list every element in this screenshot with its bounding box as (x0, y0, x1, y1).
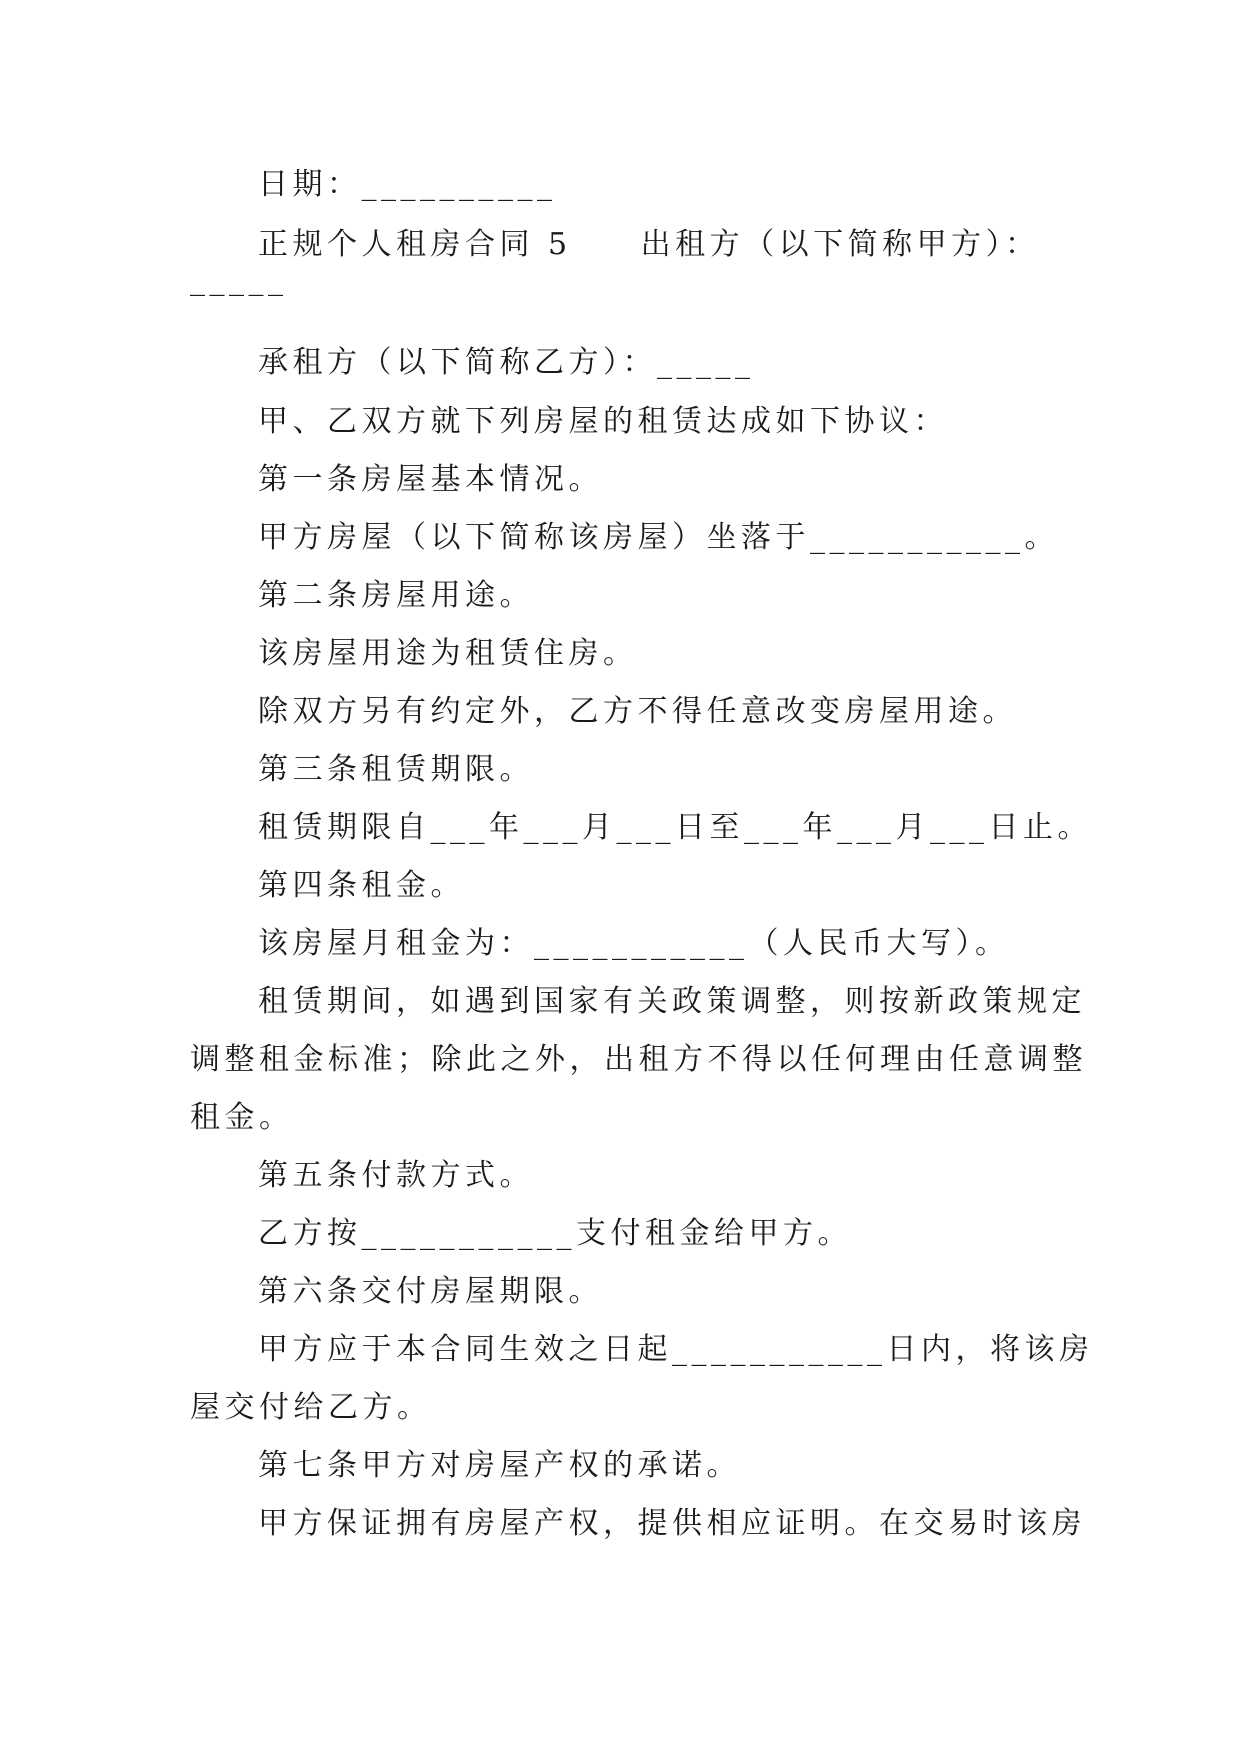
article-4-body-2-end: 租金。 (190, 1100, 294, 1135)
article-4-body-1: 该房屋月租金为：___________（人民币大写）。 (258, 926, 1010, 961)
article-1-body: 甲方房屋（以下简称该房屋）坐落于___________。 (258, 520, 1059, 555)
article-5-heading: 第五条付款方式。 (258, 1158, 534, 1193)
article-2-heading: 第二条房屋用途。 (258, 578, 534, 613)
article-4-body-2: 租赁期间，如遇到国家有关政策调整，则按新政策规定 (258, 984, 1086, 1019)
lessor-blank-line: _____ (190, 262, 288, 297)
agreement-intro: 甲、乙双方就下列房屋的租赁达成如下协议： (258, 404, 948, 439)
title-and-lessor-line: 正规个人租房合同 5 出租方（以下简称甲方）： (258, 227, 1040, 262)
article-2-body-1: 该房屋用途为租赁住房。 (258, 636, 638, 671)
article-6-body-cont: 屋交付给乙方。 (190, 1390, 432, 1425)
article-6-body: 甲方应于本合同生效之日起___________日内，将该房 (258, 1332, 1094, 1367)
article-7-body: 甲方保证拥有房屋产权，提供相应证明。在交易时该房 (258, 1506, 1086, 1541)
article-3-body: 租赁期限自___年___月___日至___年___月___日止。 (258, 810, 1092, 845)
article-4-body-2-cont: 调整租金标准；除此之外，出租方不得以任何理由任意调整 (190, 1042, 1087, 1077)
article-4-heading: 第四条租金。 (258, 868, 465, 903)
article-5-body: 乙方按___________支付租金给甲方。 (258, 1216, 852, 1251)
article-6-heading: 第六条交付房屋期限。 (258, 1274, 603, 1309)
lessee-line: 承租方（以下简称乙方）：_____ (258, 345, 755, 380)
article-2-body-2: 除双方另有约定外，乙方不得任意改变房屋用途。 (258, 694, 1017, 729)
article-1-heading: 第一条房屋基本情况。 (258, 462, 603, 497)
article-7-heading: 第七条甲方对房屋产权的承诺。 (258, 1448, 741, 1483)
article-3-heading: 第三条租赁期限。 (258, 752, 534, 787)
date-line: 日期：__________ (258, 167, 557, 202)
